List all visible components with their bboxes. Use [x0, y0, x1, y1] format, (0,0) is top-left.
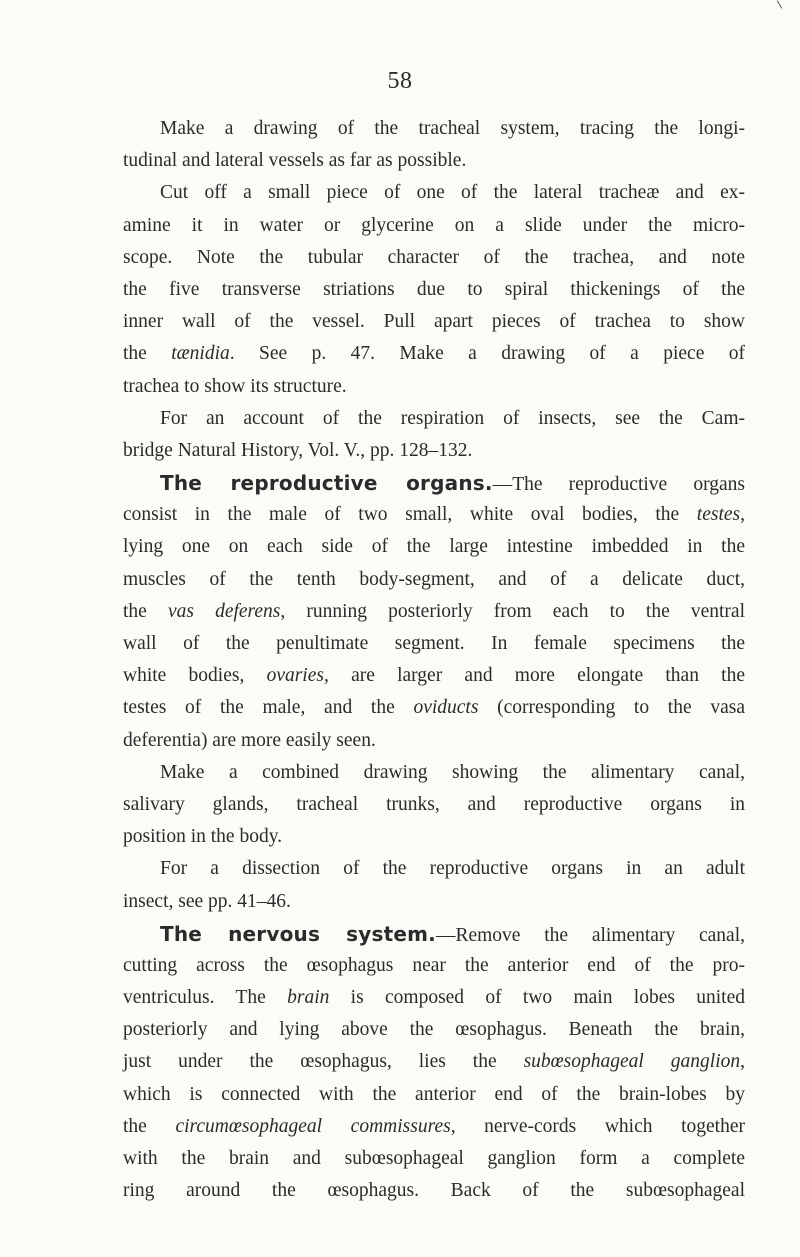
text-segment: trachea to show its structure. [123, 375, 347, 397]
text-line [123, 177, 745, 209]
text-segment: with the brain and subœsophageal ganglion form a complete [123, 1148, 745, 1169]
text-segment: lying one on each side of the large intestine imbedded in the [123, 536, 745, 558]
text-line [123, 725, 745, 757]
text-segment: inner wall of the vessel. Pull apart pieces of trachea to show [123, 311, 745, 333]
italic-term: oviducts [413, 697, 479, 719]
text-segment: ring around the œsophagus. Back of the subœsophageal [123, 1180, 745, 1202]
text-line [123, 564, 745, 596]
text-line [123, 242, 745, 274]
body-text [123, 113, 745, 1207]
italic-term: vas deferens [167, 600, 281, 622]
text-segment: Make a combined drawing showing the alimentary canal, [160, 761, 745, 783]
text-line [123, 113, 745, 145]
text-segment: muscles of the tenth body-segment, and of a delicate duct, [123, 568, 745, 590]
italic-term: tænidia [171, 343, 230, 365]
text-segment: For a dissection of the reproductive organs in an adult [160, 858, 745, 880]
text-line [123, 918, 745, 950]
text-line [123, 757, 745, 789]
text-line [123, 982, 745, 1014]
text-segment: , [740, 504, 745, 526]
text-segment: cutting across the œsophagus near the anterior end of the pro- [123, 954, 745, 976]
text-segment: scope. Note the tubular character of the trachea, and note [123, 246, 745, 268]
text-segment: Cut off a small piece of one of the lateral tracheæ and ex- [160, 182, 745, 204]
text-segment: amine it in water or glycerine on a slide under the micro- [123, 214, 745, 236]
scan-mark [777, 0, 782, 8]
text-line [123, 1143, 745, 1175]
text-segment: , [740, 1051, 746, 1073]
text-segment: is composed of two main lobes united [329, 987, 745, 1009]
text-segment: insect, see pp. 41–46. [123, 890, 291, 912]
text-segment: —The reproductive organs [492, 474, 745, 496]
text-segment: position in the body. [123, 826, 283, 848]
text-line [123, 499, 745, 531]
text-line [123, 1046, 745, 1078]
text-segment: salivary glands, tracheal trunks, and reproductive organs in [123, 793, 745, 815]
text-segment: testes of the male, and the [123, 697, 414, 719]
text-line [123, 660, 745, 692]
italic-term: testes [696, 504, 741, 526]
text-segment: the [123, 1115, 176, 1137]
text-line [123, 886, 745, 918]
text-line [123, 274, 745, 306]
italic-term: circumœsophageal commissures [175, 1115, 451, 1137]
text-segment: tudinal and lateral vessels as far as possible. [123, 150, 467, 172]
text-line [123, 531, 745, 563]
text-segment: , nerve-cords which together [450, 1115, 745, 1137]
italic-term: brain [287, 987, 330, 1009]
text-line [123, 403, 745, 435]
text-segment: the [123, 600, 168, 622]
text-line [123, 596, 745, 628]
text-segment: bridge Natural History, Vol. V., pp. 128–132. [123, 439, 473, 461]
text-line [123, 950, 745, 982]
text-line [123, 210, 745, 242]
text-segment: just under the œsophagus, lies the [123, 1051, 524, 1073]
text-segment: —Remove the alimentary canal, [435, 924, 745, 946]
text-segment: which is connected with the anterior end of the brain-lobes by [123, 1083, 745, 1105]
text-line [123, 853, 745, 885]
text-line [123, 338, 745, 370]
italic-term: ovaries [266, 665, 324, 687]
text-line [123, 789, 745, 821]
text-line [123, 692, 745, 724]
text-segment: white bodies, [123, 665, 267, 687]
text-line [123, 1175, 745, 1207]
text-segment: consist in the male of two small, white oval bodies, the [123, 504, 697, 526]
italic-term: subœsophageal ganglion [523, 1051, 741, 1073]
section-heading: The reproductive organs. [160, 471, 493, 496]
text-segment: the [123, 343, 172, 365]
text-segment: the five transverse striations due to spiral thickenings of the [123, 278, 745, 300]
text-segment: For an account of the respiration of insects, see the Cam- [160, 407, 745, 429]
text-line [123, 306, 745, 338]
text-line [123, 1111, 745, 1143]
text-line [123, 435, 745, 467]
text-line [123, 1079, 745, 1111]
text-line [123, 467, 745, 499]
text-segment: ventriculus. The [123, 987, 288, 1009]
text-segment: , are larger and more elongate than the [323, 665, 745, 687]
text-segment: (corresponding to the vasa [478, 697, 745, 719]
text-segment: posteriorly and lying above the œsophagus. Beneath the brain, [123, 1019, 745, 1041]
text-line [123, 371, 745, 403]
text-segment: Make a drawing of the tracheal system, tracing the longi- [160, 118, 745, 139]
text-segment: . See p. 47. Make a drawing of a piece of [229, 343, 745, 365]
text-line [123, 821, 745, 853]
page-number: 58 [387, 68, 413, 94]
text-segment: , running posteriorly from each to the ventral [280, 600, 745, 622]
text-segment: wall of the penultimate segment. In female specimens the [123, 633, 745, 654]
text-segment: deferentia) are more easily seen. [123, 729, 376, 751]
text-line [123, 145, 745, 177]
text-line [123, 1014, 745, 1046]
section-heading: The nervous system. [160, 921, 436, 946]
text-line [123, 628, 745, 660]
